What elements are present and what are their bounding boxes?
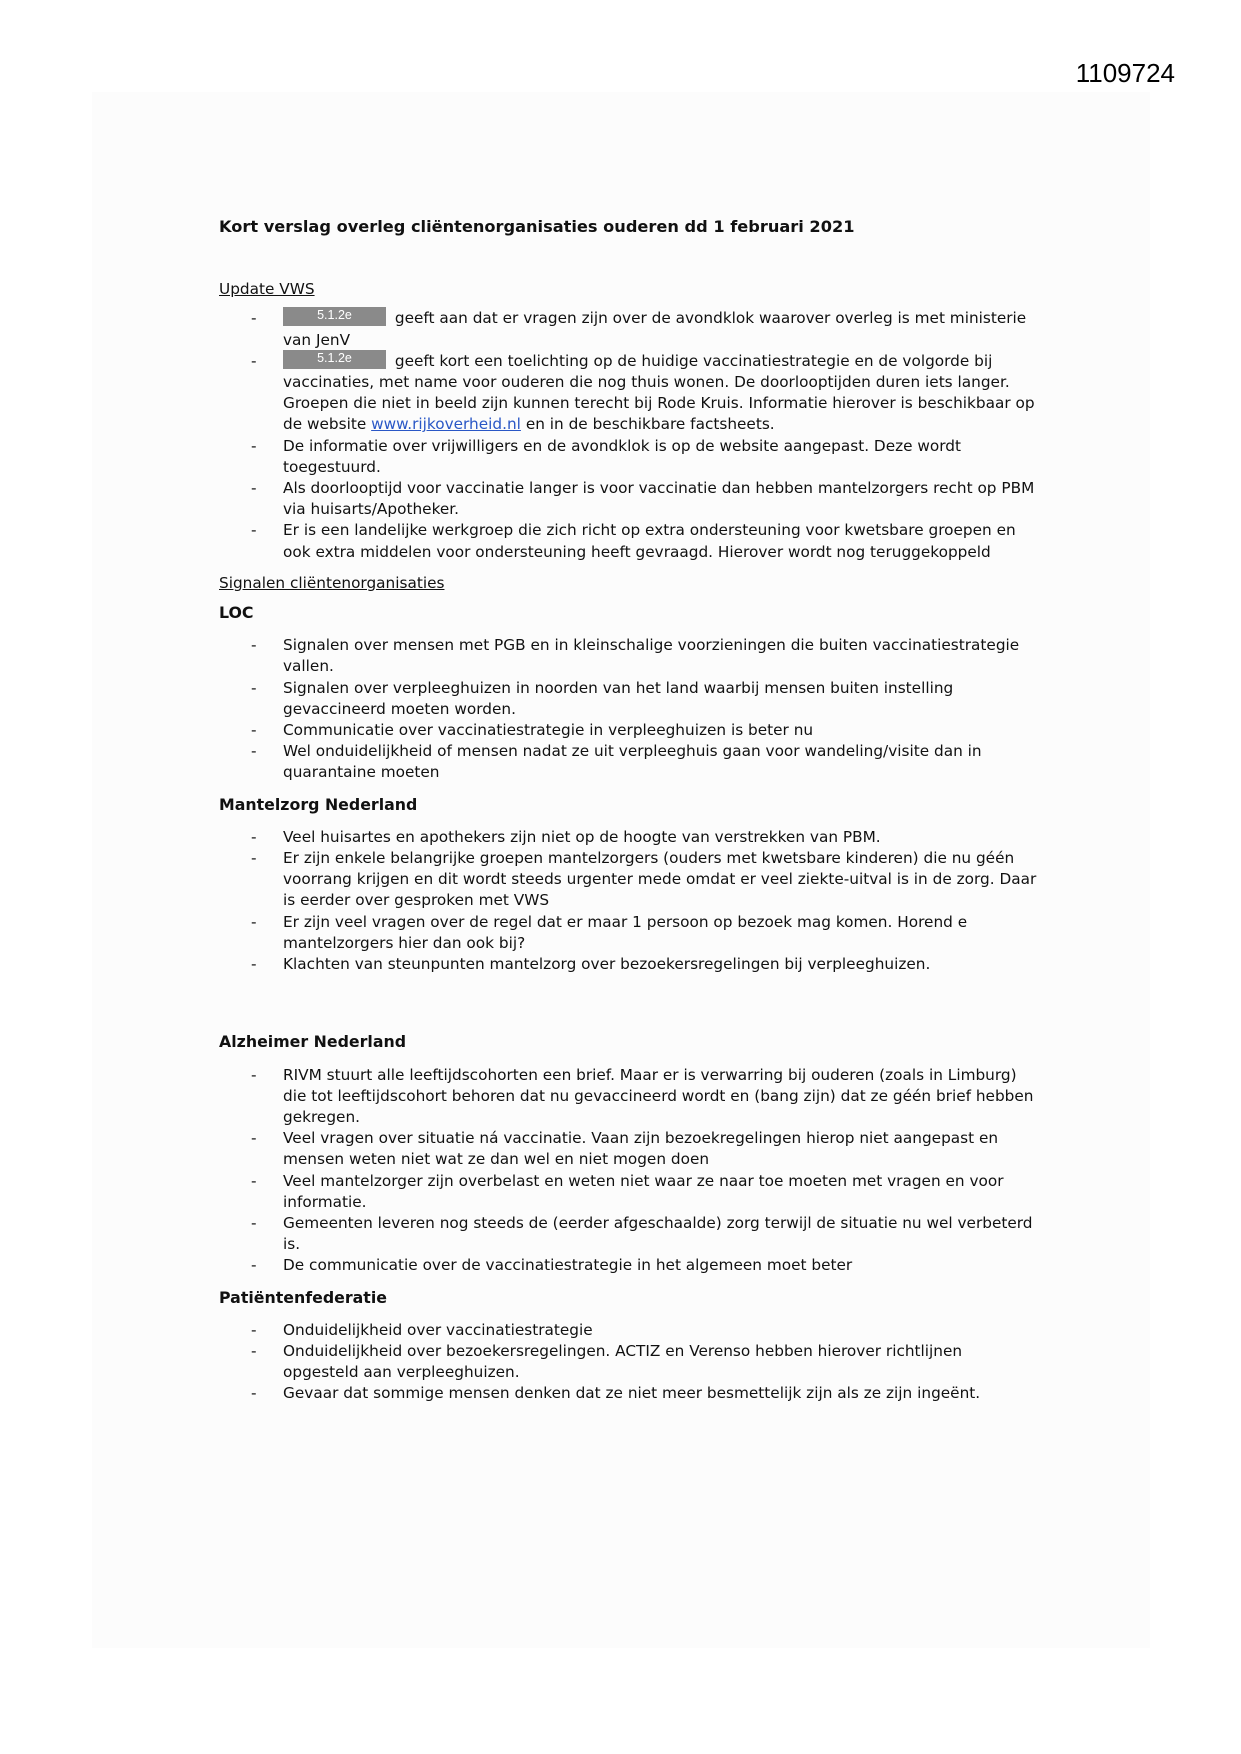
- list-item: - Er zijn veel vragen over de regel dat er maar 1 persoon op bezoek mag komen. Horend e mantelzorgers hier dan ook bij?: [219, 912, 1039, 954]
- alzheimer-list: [219, 1065, 1039, 1277]
- document-number: 1109724: [1075, 58, 1175, 88]
- org-heading-patientenfederatie: Patiëntenfederatie: [219, 1287, 387, 1307]
- rijkoverheid-link[interactable]: www.rijkoverheid.nl: [371, 415, 521, 434]
- list-item: - Wel onduidelijkheid of mensen nadat ze uit verpleeghuis gaan voor wandeling/visite dan in quarantaine moeten: [219, 741, 1039, 783]
- spacer: [219, 985, 1039, 1023]
- update-vws-list: [219, 308, 1039, 562]
- redaction-box: 5.1.2e: [283, 350, 386, 369]
- list-item: - RIVM stuurt alle leeftijdscohorten een brief. Maar er is verwarring bij ouderen (zoals in Limburg) die tot leeftijdscohort behoren dat nu gevaccineerd wordt en (bang zijn) dat ze géén brief hebben gekregen.: [219, 1065, 1039, 1129]
- redaction-box: 5.1.2e: [283, 307, 386, 326]
- list-item: - Veel vragen over situatie ná vaccinatie. Vaan zijn bezoekregelingen hierop niet aangepast en mensen weten niet wat ze dan wel en niet mogen doen: [219, 1128, 1039, 1170]
- document-title: Kort verslag overleg cliëntenorganisaties ouderen dd 1 februari 2021: [219, 217, 855, 236]
- list-item: - Er is een landelijke werkgroep die zich richt op extra ondersteuning voor kwetsbare groepen en ook extra middelen voor ondersteuning heeft gevraagd. Hierover wordt nog teruggekoppeld: [219, 520, 1039, 562]
- org-heading-mantelzorg: Mantelzorg Nederland: [219, 794, 418, 814]
- list-item: - Signalen over mensen met PGB en in kleinschalige voorzieningen die buiten vaccinatiestrategie vallen.: [219, 635, 1039, 677]
- org-heading-alzheimer: Alzheimer Nederland: [219, 1032, 407, 1052]
- section-heading-update-vws: Update VWS: [219, 280, 315, 299]
- list-item: - Signalen over verpleeghuizen in noorden van het land waarbij mensen buiten instelling gevaccineerd moeten worden.: [219, 678, 1039, 720]
- list-item: - Veel huisartes en apothekers zijn niet op de hoogte van verstrekken van PBM.: [219, 827, 1039, 848]
- list-item: - Klachten van steunpunten mantelzorg over bezoekersregelingen bij verpleeghuizen.: [219, 954, 1039, 975]
- org-heading-loc: LOC: [219, 603, 254, 623]
- list-item: - 5.1.2e geeft kort een toelichting op de huidige vaccinatiestrategie en de volgorde bij vaccinaties, met name voor ouderen die nog thuis wonen. De doorlooptijden duren iets langer. Groepen die niet in beeld zijn kunnen terecht bij Rode Kruis. Informatie hierover is beschikbaar op de website www.rijkoverheid.nl en in de beschikbare factsheets.: [219, 351, 1039, 436]
- list-item: - Gemeenten leveren nog steeds de (eerder afgeschaalde) zorg terwijl de situatie nu wel verbeterd is.: [219, 1213, 1039, 1255]
- patientenfederatie-list: [219, 1320, 1039, 1405]
- list-item: - Als doorlooptijd voor vaccinatie langer is voor vaccinatie dan hebben mantelzorgers recht op PBM via huisarts/Apotheker.: [219, 478, 1039, 520]
- loc-list: [219, 635, 1039, 783]
- list-item: - Er zijn enkele belangrijke groepen mantelzorgers (ouders met kwetsbare kinderen) die nu géén voorrang krijgen en dit wordt steeds urgenter mede omdat er veel ziekte-uitval is in de zorg. Daar is eerder over gesproken met VWS: [219, 848, 1039, 912]
- list-item: - 5.1.2e geeft aan dat er vragen zijn over de avondklok waarover overleg is met ministerie van JenV: [219, 308, 1039, 350]
- list-item: - Gevaar dat sommige mensen denken dat ze niet meer besmettelijk zijn als ze zijn ingeënt.: [219, 1383, 1039, 1404]
- list-item: - De communicatie over de vaccinatiestrategie in het algemeen moet beter: [219, 1255, 1039, 1276]
- list-item: - Onduidelijkheid over vaccinatiestrategie: [219, 1320, 1039, 1341]
- list-item: - Onduidelijkheid over bezoekersregelingen. ACTIZ en Verenso hebben hierover richtlijnen opgesteld aan verpleeghuizen.: [219, 1341, 1039, 1383]
- section-heading-signalen: Signalen cliëntenorganisaties: [219, 573, 445, 592]
- list-item: - De informatie over vrijwilligers en de avondklok is op de website aangepast. Deze wordt toegestuurd.: [219, 436, 1039, 478]
- list-item: - Veel mantelzorger zijn overbelast en weten niet waar ze naar toe moeten met vragen en voor informatie.: [219, 1171, 1039, 1213]
- list-item: - Communicatie over vaccinatiestrategie in verpleeghuizen is beter nu: [219, 720, 1039, 741]
- document-body: [219, 216, 1039, 1415]
- mantelzorg-list: [219, 827, 1039, 975]
